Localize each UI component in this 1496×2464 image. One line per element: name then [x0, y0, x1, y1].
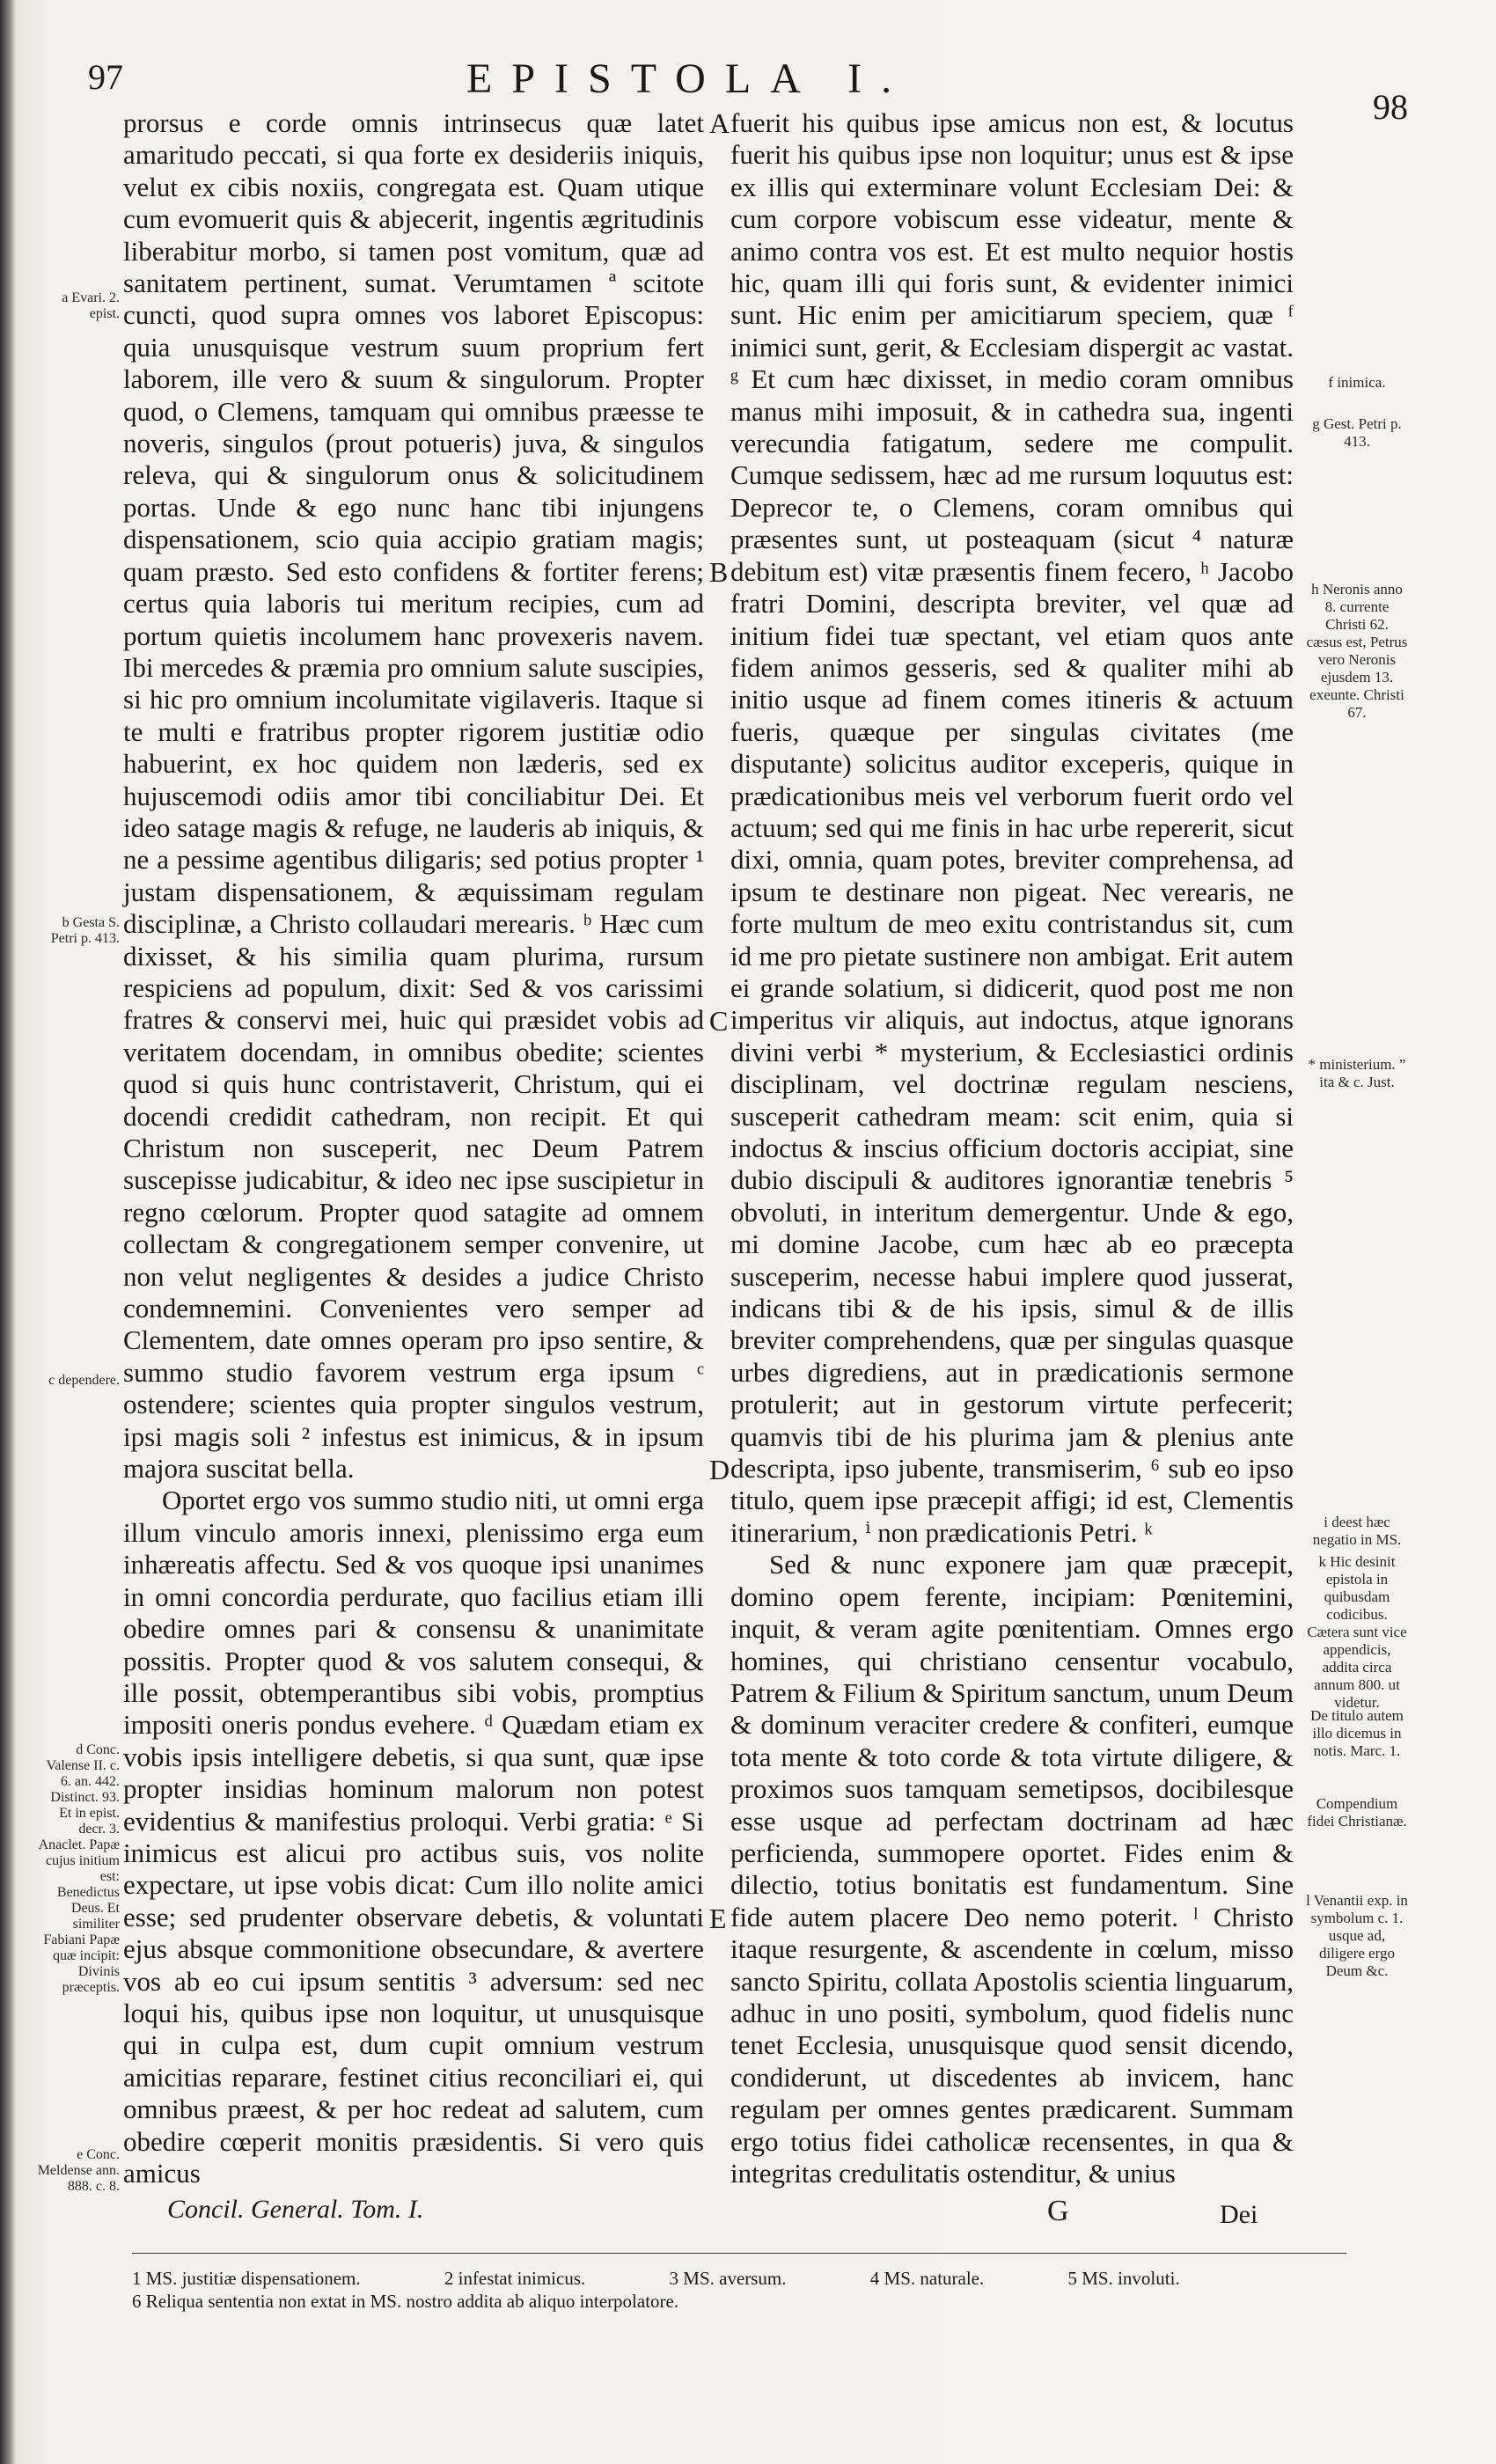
page-number-left: 97 [88, 57, 123, 97]
left-paragraph-2: Oportet ergo vos summo studio niti, ut omni erga illum vinculo amoris innexi, plenissimo erga eum inhæreatis affectu. Sed & vos quoque ipsi unanimes in omni concordia perdurate, quo facilius etiam illi obedire omnes pari & consensu & unanimitate possitis. Propter quod & vos salutem consequi, & ille possit, obtemperantibus sibi vobis, promptius impositi oneris pondus evehere. ᵈ Quædam etiam ex vobis ipsis intelligere debetis, si qua sunt, quæ ipse propter insidias hominum malorum non potest evidentius & manifestius proloqui. Verbi gratia: ᵉ Si inimicus est alicui pro actibus suis, vos nolite expectare, ut ipse vobis dicat: Cum illo nolite amici esse; sed prudenter observare debetis, & voluntati ejus absque commonitione obsecundare, & avertere vos ab eo cui ipsum sentitis ³ adversum: sed nec loqui his, quibus ipse non loquitur, ut unusquisque qui in culpa est, dum cupit omnium vestrum amicitias reparare, festinet citius reconciliari ei, qui omnibus præest, & per hoc redeat ad salutem, cum obedire cœperit monitis præsidentis. Si vero quis amicus [123, 1485, 704, 2189]
section-letter-c: C [709, 1005, 729, 1037]
margin-note-right-i: i deest hæc negatio in MS. [1312, 1514, 1402, 1548]
margin-note-right-h: h Neronis anno 8. currente Christi 62. cæsus est, Petrus vero Neronis ejusdem 13. exeunte. Christi 67. [1306, 581, 1408, 721]
left-text-column [123, 107, 704, 2189]
right-text-column [730, 107, 1294, 2189]
margin-note-right-titulo: De titulo autem illo dicemus in notis. Marc. 1. [1310, 1707, 1404, 1759]
margin-note-right-g: g Gest. Petri p. 413. [1312, 415, 1402, 450]
margin-note-right-compendium: Compendium fidei Christianæ. [1307, 1795, 1407, 1830]
page-number-right: 98 [1373, 87, 1408, 127]
margin-note-right-f: f inimica. [1328, 374, 1386, 391]
volume-reference: Concil. General. Tom. I. [167, 2195, 424, 2224]
footnotes [132, 2267, 1346, 2313]
margin-note-right-k: k Hic desinit epistola in quibusdam codicibus. Cætera sunt vice appendicis, addita circa annum 800. ut videtur. [1307, 1553, 1407, 1711]
footnote-6: 6 Reliqua sententia non extat in MS. nostro addita ab aliquo interpolatore. [132, 2291, 679, 2312]
section-letter-d: D [709, 1454, 730, 1485]
right-paragraph-2: Sed & nunc exponere jam quæ præcepit, domino opem ferente, incipiam: Pœnitemini, inquit, & veram agite pœnitentiam. Omnes ergo homines, qui christiano censentur vocabulo, Patrem & Filium & Spiritum sanctum, unum Deum & dominum veraciter credere & confiteri, eumque tota mente & toto corde & tota virtute diligere, & proximos suos tamquam semetipsos, docibilesque esse usque ad perfectam doctrinam ad hæc perficienda, summopere oportet. Fides enim & dilectio, totius bonitatis est fundamentum. Sine fide autem placere Deo nemo poterit. ˡ Christo itaque resurgente, & ascendente in cœlum, misso sancto Spiritu, collata Apostolis scientia linguarum, adhuc in uno positi, symbolum, quod fidelis nunc tenet Ecclesia, unusquisque quod sensit dicendo, condiderunt, ut discedentes ab invicem, hanc regulam per omnes gentes prædicarent. Summam ergo totius fidei catholicæ recensentes, in qua & integritas credulitatis ostenditur, & unius [730, 1549, 1294, 2189]
footnote-rule [132, 2253, 1346, 2254]
margin-note-left-c: c dependere. [48, 1373, 120, 1388]
running-header [88, 51, 1408, 127]
footnote-3: 3 MS. aversum. [669, 2268, 787, 2289]
left-paragraph-1: prorsus e corde omnis intrinsecus quæ latet amaritudo peccati, si qua forte ex desideriis iniquis, velut ex cibis noxiis, congregata est. Quam utique cum evomuerit quis & abjecerit, ingentis ægritudinis liberabitur morbo, si tamen post vomitum, quæ ad sanitatem pertinent, sumat. Verumtamen ª scitote cuncti, quod supra omnes vos laboret Episcopus: quia unusquisque vestrum suum proprium fert laborem, ille vero & suum & singulorum. Propter quod, o Clemens, tamquam qui omnibus præesse te noveris, singulos (prout potueris) juva, & singulos releva, qui & singulorum onus & solicitudinem portas. Unde & ego nunc hanc tibi injungens dispensationem, scio quia accipio gratiam magis; quam præsto. Sed esto confidens & fortiter ferens; certus quia laboris tui meritum recipies, cum ad portum quietis incolumem hanc provexeris navem. Ibi mercedes & præmia pro omnium salute suscipies, si hic pro omnium incolumitate vigilaveris. Itaque si te multi e fratribus propter rigorem justitiæ odio habuerint, ex hoc quidem non læderis, sed ex hujuscemodi odiis amor tibi conciliabitur Dei. Et ideo satage magis & refuge, ne lauderis ab iniquis, & ne a pessime agentibus diligaris; sed potius propter ¹ justam dispensationem, & æquissimam regulam disciplinæ, a Christo collaudari merearis. ᵇ Hæc cum dixisset, & his similia quam plurima, rursum respiciens ad populum, dixit: Sed & vos carissimi fratres & conservi mei, huic qui præsidet vobis ad veritatem docendam, in omnibus obedite; scientes quod si quis hunc contristaverit, Christum, qui ei docendi credidit cathedram, non recipit. Et qui Christum non susceperit, nec Deum Patrem suscepisse judicabitur, & ideo nec ipse suscipietur in regno cœlorum. Propter quod satagite ad omnem collectam & congregationem semper convenire, ut non velut negligentes & desides a judice Christo condemnemini. Convenientes vero semper ad Clementem, date omnes operam pro ipso sentire, & summo studio favorem vestrum erga ipsum ᶜ ostendere; scientes quia propter singulos vestrum, ipsi magis soli ² infestus est inimicus, & in ipsum majora suscitat bella. [123, 107, 704, 1485]
margin-note-left-d: d Conc. Valense II. c. 6. an. 442. Distinct. 93. Et in epist. decr. 3. Anaclet. Papæ cujus initium est: Benedictus Deus. Et similiter Fabiani Papæ quæ incipit: Divinis præceptis. [38, 1742, 120, 1995]
margin-note-right-l: l Venantii exp. in symbolum c. 1. usque ad, diligere ergo Deum &c. [1306, 1892, 1408, 1979]
footnote-1: 1 MS. justitiæ dispensationem. [132, 2268, 361, 2289]
section-letter-b: B [709, 556, 729, 588]
margin-note-left-b: b Gesta S. Petri p. 413. [50, 915, 120, 946]
margin-note-right-star: * ministerium. ” ita & c. Just. [1308, 1056, 1406, 1090]
running-title: EPISTOLA I. [466, 55, 912, 102]
margin-note-left-a: a Evari. 2. epist. [62, 290, 120, 321]
footnote-4: 4 MS. naturale. [869, 2268, 985, 2289]
catchword: Dei [1220, 2200, 1258, 2229]
signature-mark: G [1047, 2195, 1069, 2227]
footnote-2: 2 infestat inimicus. [444, 2268, 586, 2289]
footnote-5: 5 MS. involuti. [1067, 2268, 1180, 2289]
right-paragraph-1: fuerit his quibus ipse amicus non est, & locutus fuerit his quibus ipse non loquitur; unus est & ipse ex illis qui exterminare volunt Ecclesiam Dei: & cum corpore vobiscum esse videatur, mente & animo contra vos est. Et est multo nequior hostis hic, quam illi qui foris sunt, & evidenter inimici sunt. Hic enim per amicitiarum speciem, quæ ᶠ inimici sunt, gerit, & Ecclesiam dispergit ac vastat. ᵍ Et cum hæc dixisset, in medio coram omnibus manus mihi imposuit, & in cathedra sua, ingenti verecundia fatigatum, sedere me compulit. Cumque sedissem, hæc ad me rursum loquutus est: Deprecor te, o Clemens, coram omnibus qui præsentes sunt, ut posteaquam (sicut ⁴ naturæ debitum est) vitæ præsentis finem fecero, ʰ Jacobo fratri Domini, descripta breviter, vel quæ ad initium fidei tuæ spectant, vel etiam quos ante fidem animos gesseris, sed & qualiter mihi ab initio usque ad finem comes itineris & actuum fueris, quæque per singulas civitates (me disputante) solicitus auditor exceperis, quique in prædicationibus meis vel verborum fuerit ordo vel actuum; sed qui me finis in hac urbe repererit, sicut dixi, omnia, quam potes, breviter comprehensa, ad ipsum te destinare non pigeat. Nec verearis, ne forte multum de meo exitu contristandus sit, cum id me pro pietate sustinere non ambigat. Erit autem ei grande solatium, si didicerit, quod post me non imperitus vir aliquis, aut indoctus, atque ignorans divini verbi * mysterium, & Ecclesiastici ordinis disciplinam, vel doctrinæ regulam nesciens, susceperit cathedram meam: scit enim, quia si indoctus & inscius officium doctoris accipiat, sine dubio discipuli & auditores ignorantiæ tenebris ⁵ obvoluti, in interitum demergentur. Unde & ego, mi domine Jacobe, cum hæc ab eo præcepta susceperim, necesse habui implere quod jusserat, indicans tibi & de his ipsis, simul & de illis breviter comprehendens, quæ per singulas quasque urbes digrediens, aut in prædicationis sermone protulerit; aut in gestorum virtute perfecerit; quamvis tibi de his plurima jam & plenius ante descripta, ipso jubente, transmiserim, ⁶ sub eo ipso titulo, quem ipse præcepit affigi; id est, Clementis itinerarium, ⁱ non prædicationis Petri. ᵏ [730, 107, 1294, 1548]
section-letter-e: E [709, 1903, 727, 1934]
section-letter-a: A [709, 107, 730, 139]
binding-shadow [0, 0, 16, 2464]
margin-note-left-e: e Conc. Meldense ann. 888. c. 8. [37, 2147, 120, 2194]
